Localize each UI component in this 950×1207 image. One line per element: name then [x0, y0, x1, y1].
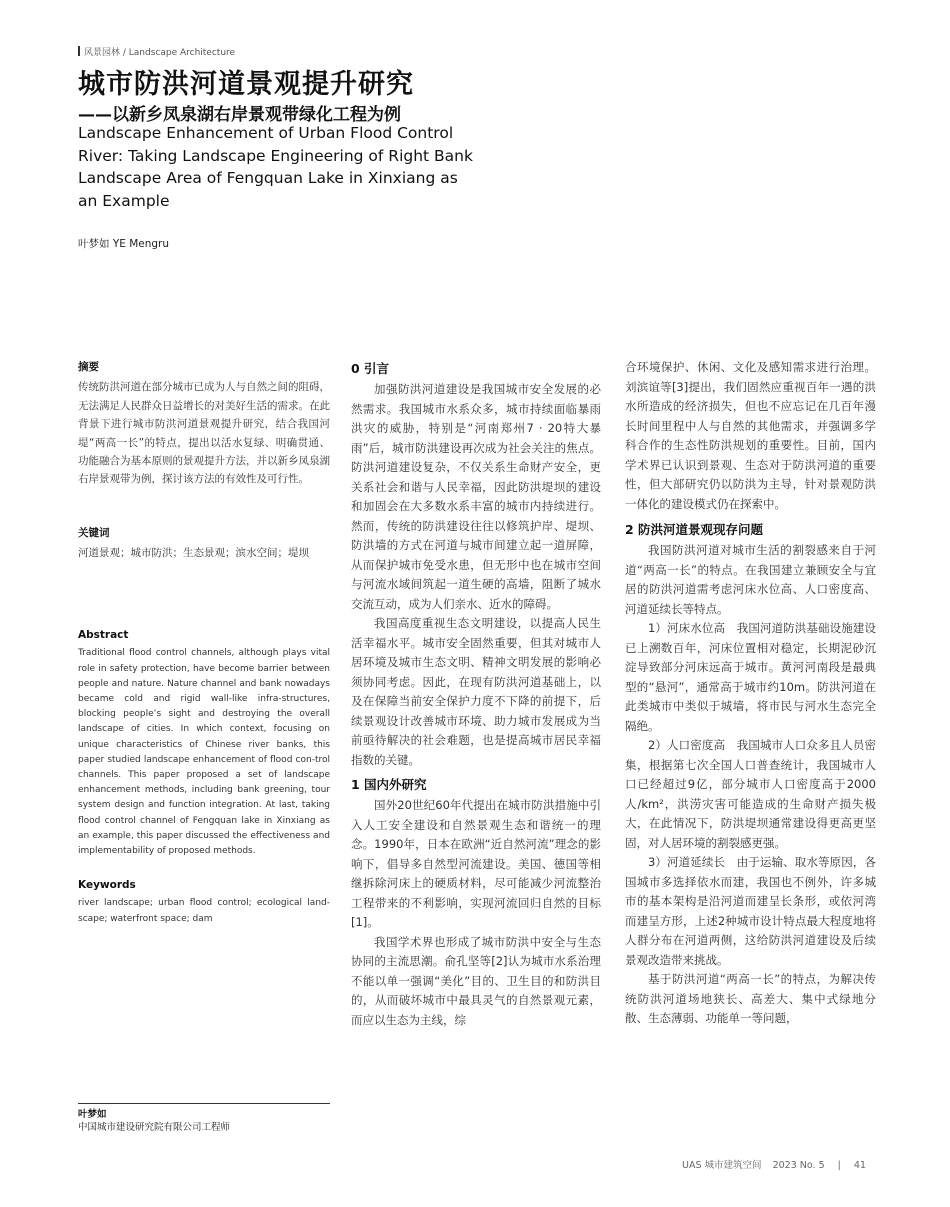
section-2-paragraph-4: 3）河道延续长 由于运输、取水等原因，各国城市多选择依水而建，我国也不例外，许多城市的基本架构是沿河道而建呈长条形，或依河湾而建呈方形，上述2种城市设计特点最大程度地将人群分布在河道两侧，这给防洪河道建设及后续景观改造带来挑战。 [625, 855, 876, 967]
abstract-english-heading: Abstract [78, 629, 129, 641]
page-footer [682, 1157, 866, 1171]
title-english: Landscape Enhancement of Urban Flood Control River: Taking Landscape Engineering of Right Bank Landscape Area of Fengquan Lake in Xinxiang as an Example [78, 124, 473, 210]
subtitle-chinese: ——以新乡凤泉湖右岸景观带绿化工程为例 [78, 105, 401, 125]
abstract-chinese [78, 358, 330, 489]
affiliation-org: 中国城市建设研究院有限公司工程师 [78, 1122, 231, 1133]
keywords-english-text: river landscape; urban flood control; ecological land-scape; waterfront space; dam [78, 898, 330, 924]
keywords-english-heading: Keywords [78, 879, 136, 891]
section-0-paragraph-1: 加强防洪河道建设是我国城市安全发展的必然需求。我国城市水系众多，城市持续面临暴雨洪灾的威胁，特别是“河南郑州7 · 20特大暴雨”后，城市防洪建设再次成为社会关注的焦点。防洪河道建设复杂，不仅关系生命财产安全，更关系社会和谐与人民幸福，因此防洪堤坝的建设和加固会在大多数水系丰富的城市内持续进行。然而，传统的防洪建设往往以修筑护岸、堤坝、防洪墙的方式在河道与城市间建立起一道屏障，从而保护城市免受水患，但无形中也在城市空间与河流水域间筑起一道生硬的高墙，阻断了城水交流互动，成为人们亲水、近水的障碍。 [351, 382, 601, 611]
section-1-paragraph-2: 我国学术界也形成了城市防洪中安全与生态协同的主流思潮。俞孔坚等[2]认为城市水系治理不能以单一强调“美化”目的、卫生目的和防洪目的，从而破坏城市中最具灵气的自然景观元素，而应以生态为主线，综 [351, 934, 601, 1027]
section-0-heading: 0 引言 [351, 361, 390, 376]
section-1-paragraph-1: 国外20世纪60年代提出在城市防洪措施中引入人工安全建设和自然景观生态和谐统一的理念。1990年，日本在欧洲“近自然河流”理念的影响下，倡导多自然型河流建设。美国、德国等相继拆除河床上的硬质材料，尽可能减少河流整治工程带来的不利影响，实现河流回归自然的目标[1]。 [351, 798, 601, 929]
section-2-paragraph-1: 我国防洪河道对城市生活的割裂感来自于河道“两高一长”的特点。在我国建立兼顾安全与宜居的防洪河道需考虑河床水位高、人口密度高、河道延续长等特点。 [625, 543, 876, 616]
journal-name: UAS 城市建筑空间 [682, 1160, 762, 1171]
issue-number: 2023 No. 5 [772, 1160, 825, 1171]
section-tag-bar [78, 46, 80, 56]
section-0-paragraph-2: 我国高度重视生态文明建设，以提高人民生活幸福水平。城市安全固然重要，但其对城市人居环境及城市生态文明、精神文明发展的影响必须协同考虑。因此，在现有防洪河道基础上，以及在保障当前安全保护力度不下降的前提下，后续景观设计改善城市环境、助力城市发展成为当前亟待解决的社会难题，也是提高城市居民幸福指数的关键。 [351, 616, 601, 767]
footer-separator: | [837, 1160, 841, 1171]
abstract-chinese-text: 传统防洪河道在部分城市已成为人与自然之间的阻碍，无法满足人民群众日益增长的对美好生活的需求。在此背景下进行城市防洪河道景观提升研究，结合我国河堤“两高一长”的特点，提出以活水复绿、明确贯通、功能融合为基本原则的景观提升方法，并以新乡凤泉湖右岸景观带为例，探讨该方法的有效性及可行性。 [78, 381, 330, 486]
abstract-english-text: Traditional flood control channels, although plays vital role in safety protection, have become barrier between people and nature. Nature channel and bank nowadays became cold and rigid wall-like infra-structures, blocking people’s sight and destroying the overall landscape of cities. In which context, focusing on unique characteristics of Chinese river banks, this paper studied landscape enhancement of flood con-trol channels. This paper proposed a set of landscape enhancement methods, including bank greening, tour system design and function integration. At last, taking flood control channel of Fengquan lake in Xinxiang as an example, this paper discussed the effectiveness and implementability of proposed methods. [78, 648, 330, 857]
page-number: 41 [853, 1160, 866, 1171]
section-2-heading: 2 防洪河道景观现存问题 [625, 522, 764, 537]
author-affiliation [78, 1103, 330, 1134]
keywords-chinese-heading: 关键词 [78, 527, 110, 539]
section-2-paragraph-5: 基于防洪河道“两高一长”的特点，为解决传统防洪河道场地狭长、高差大、集中式绿地分散、生态薄弱、功能单一等问题， [625, 972, 876, 1025]
section-1-heading: 1 国内外研究 [351, 777, 427, 792]
section-tag [78, 45, 235, 58]
keywords-chinese-text: 河道景观；城市防洪；生态景观；滨水空间；堤坝 [78, 547, 309, 560]
keywords-english [78, 876, 330, 927]
abstract-chinese-heading: 摘要 [78, 361, 99, 373]
section-2-paragraph-2: 1）河床水位高 我国河道防洪基础设施建设已上溯数百年，河床位置相对稳定，长期泥砂沉淀导致部分河床远高于城市。黄河河南段是最典型的“悬河”，通常高于城市约10m。防洪河道在此类城市中类似于城墙，将市民与河水生态完全隔绝。 [625, 621, 876, 733]
section-2-paragraph-3: 2）人口密度高 我国城市人口众多且人员密集，根据第七次全国人口普查统计，我国城市人口已经超过9亿，部分城市人口密度高于2000人/km²，洪涝灾害可能造成的生命财产损失极大，在此情况下，防洪堤坝通常建设得更高更坚固，对人居环境的割裂感更强。 [625, 738, 876, 850]
keywords-chinese [78, 524, 330, 563]
title-chinese: 城市防洪河道景观提升研究 [78, 69, 414, 100]
section-1-paragraph-2-continued: 合环境保护、休闲、文化及感知需求进行治理。刘滨谊等[3]提出，我们固然应重视百年一遇的洪水所造成的经济损失，但也不应忘记在几百年漫长时间里程中人与自然的其他需求，并强调多学科合作的生态性防洪规划的重要性。目前，国内学术界已认识到景观、生态对于防洪河道的重要性，但大部研究仍以防洪为主导，针对景观防洪一体化的建设模式仍在探索中。 [625, 360, 876, 511]
section-tag-text: 风景园林 / Landscape Architecture [84, 48, 236, 58]
middle-column [351, 358, 601, 1030]
right-column [625, 358, 876, 1029]
affiliation-name: 叶梦如 [78, 1109, 107, 1120]
abstract-english [78, 626, 330, 859]
author-line: 叶梦如 YE Mengru [78, 238, 170, 250]
